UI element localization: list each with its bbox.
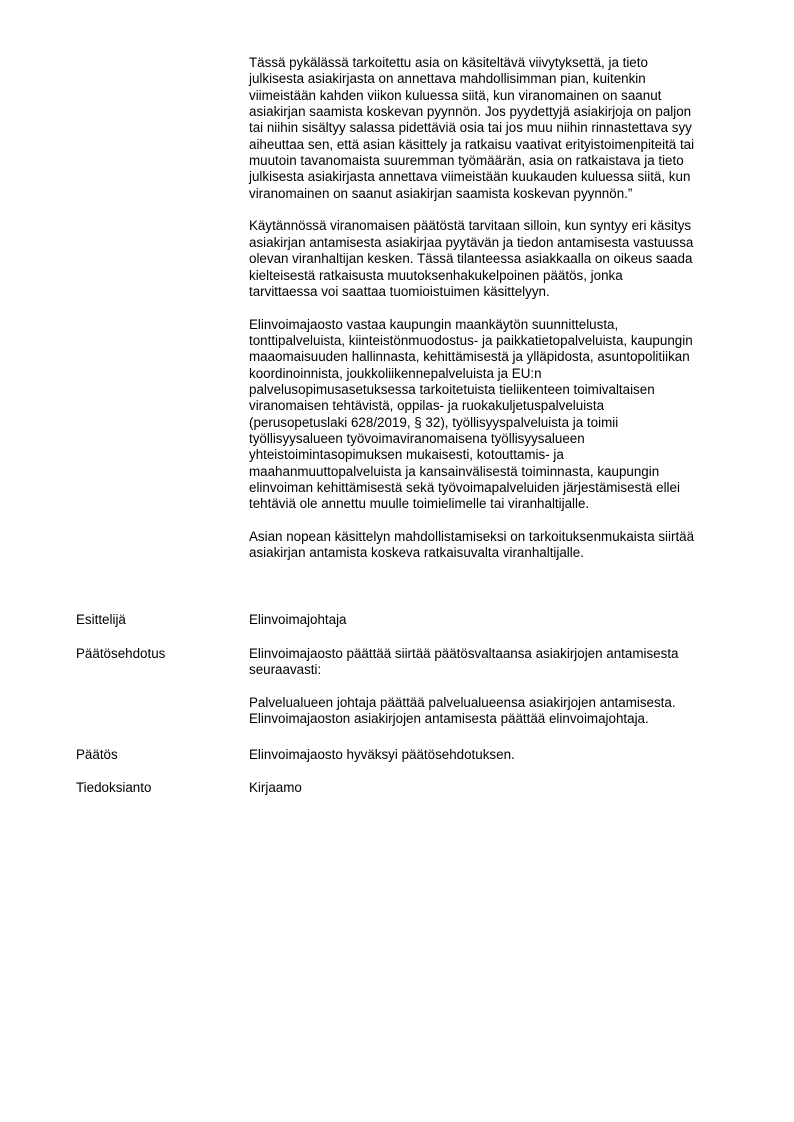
text-line: asiakirjan antamisesta asiakirjaa pyytävän ja tiedon antamisesta vastuussa	[249, 234, 694, 250]
proposal-label: Päätösehdotus	[76, 646, 166, 661]
text-line: palvelusopimusasetuksessa tarkoitetuista tieliikenteen toimivaltaisen	[249, 381, 655, 397]
text-line: yhteistoimintasopimuksen mukaisesti, kotouttamis- ja	[249, 447, 564, 463]
decision-label: Päätös	[76, 747, 118, 762]
paragraph-processing-time	[249, 55, 749, 202]
intro-text	[249, 55, 749, 578]
text-line: olevan viranhaltijan kesken. Tässä tilanteessa asiakkaalla on oikeus saada	[249, 251, 693, 267]
decision-value: Elinvoimajaosto hyväksyi päätösehdotuksen.	[249, 747, 515, 762]
text-line: viranomainen on saanut asiakirjan saamista koskevan pyynnön.”	[249, 185, 633, 201]
presenter-value: Elinvoimajohtaja	[249, 612, 347, 627]
presenter-label: Esittelijä	[76, 612, 126, 627]
proposal-line: Elinvoimajaoston asiakirjojen antamisesta päättää elinvoimajohtaja.	[249, 711, 649, 727]
notification-value: Kirjaamo	[249, 780, 302, 795]
text-line: maahanmuuttopalveluista ja kansainvälisestä toiminnasta, kaupungin	[249, 463, 660, 479]
proposal-line: Palvelualueen johtaja päättää palvelualueensa asiakirjojen antamisesta.	[249, 695, 676, 711]
text-line: Elinvoimajaosto vastaa kaupungin maankäytön suunnittelusta,	[249, 316, 619, 332]
text-line: tehtäviä ole annettu muulle toimielimelle tai viranhaltijalle.	[249, 496, 590, 512]
text-line: julkisesta asiakirjasta on annettava mahdollisimman pian, kuitenkin	[249, 71, 646, 87]
text-line: Käytännössä viranomaisen päätöstä tarvitaan silloin, kun syntyy eri käsitys	[249, 218, 692, 234]
text-line: asiakirjan saamista koskevan pyynnön. Jos pyydettyjä asiakirjoja on paljon	[249, 104, 692, 120]
text-line: Tässä pykälässä tarkoitettu asia on käsiteltävä viivytyksettä, ja tieto	[249, 55, 648, 70]
paragraph-rationale	[249, 529, 749, 562]
text-line: aiheuttaa sen, että asian käsittely ja ratkaisu vaativat erityistoimenpiteitä tai	[249, 136, 695, 152]
text-line: tarvittaessa voi saattaa tuomioistuimen käsittelyyn.	[249, 283, 550, 299]
text-line: kielteisestä ratkaisusta muutoksenhakukelpoinen päätös, jonka	[249, 267, 623, 283]
text-line: muutoin tavanomaista suuremman työmäärän, asia on ratkaistava ja tieto	[249, 153, 684, 169]
text-line: Asian nopean käsittelyn mahdollistamiseksi on tarkoituksenmukaista siirtää	[249, 529, 695, 545]
text-line: viranomaisen tehtävistä, oppilas- ja ruokakuljetuspalveluista	[249, 398, 605, 414]
text-line: elinvoiman kehittämisestä sekä työvoimapalveluiden järjestämisestä ellei	[249, 480, 680, 496]
text-line: julkisesta asiakirjasta annettava viimeistään kuukauden kuluessa siitä, kun	[249, 169, 691, 185]
proposal-line: seuraavasti:	[249, 662, 322, 678]
text-line: maaomaisuuden hallinnasta, kehittämisestä ja ylläpidosta, asuntopolitiikan	[249, 349, 690, 365]
notification-label: Tiedoksianto	[76, 780, 152, 795]
text-line: tonttipalveluista, kiinteistönmuodostus- ja paikkatietopalveluista, kaupungin	[249, 332, 693, 348]
paragraph-responsibilities	[249, 317, 749, 513]
text-line: viimeistään kahden viikon kuluessa siitä, kun viranomainen on saanut	[249, 87, 662, 103]
text-line: asiakirjan antamista koskeva ratkaisuvalta viranhaltijalle.	[249, 545, 584, 561]
text-line: (perusopetuslaki 628/2019, § 32), työllisyyspalveluista ja toimii	[249, 414, 619, 430]
text-line: työllisyysalueen työvoimaviranomaisena työllisyysalueen	[249, 431, 585, 446]
text-line: koordinoinnista, joukkoliikennepalveluista ja EU:n	[249, 365, 542, 381]
text-line: tai niihin sisältyy salassa pidettäviä osia tai jos muu niihin rinnastettava syy	[249, 120, 692, 136]
paragraph-practice	[249, 218, 749, 300]
proposal-line: Elinvoimajaosto päättää siirtää päätösvaltaansa asiakirjojen antamisesta	[249, 646, 679, 661]
